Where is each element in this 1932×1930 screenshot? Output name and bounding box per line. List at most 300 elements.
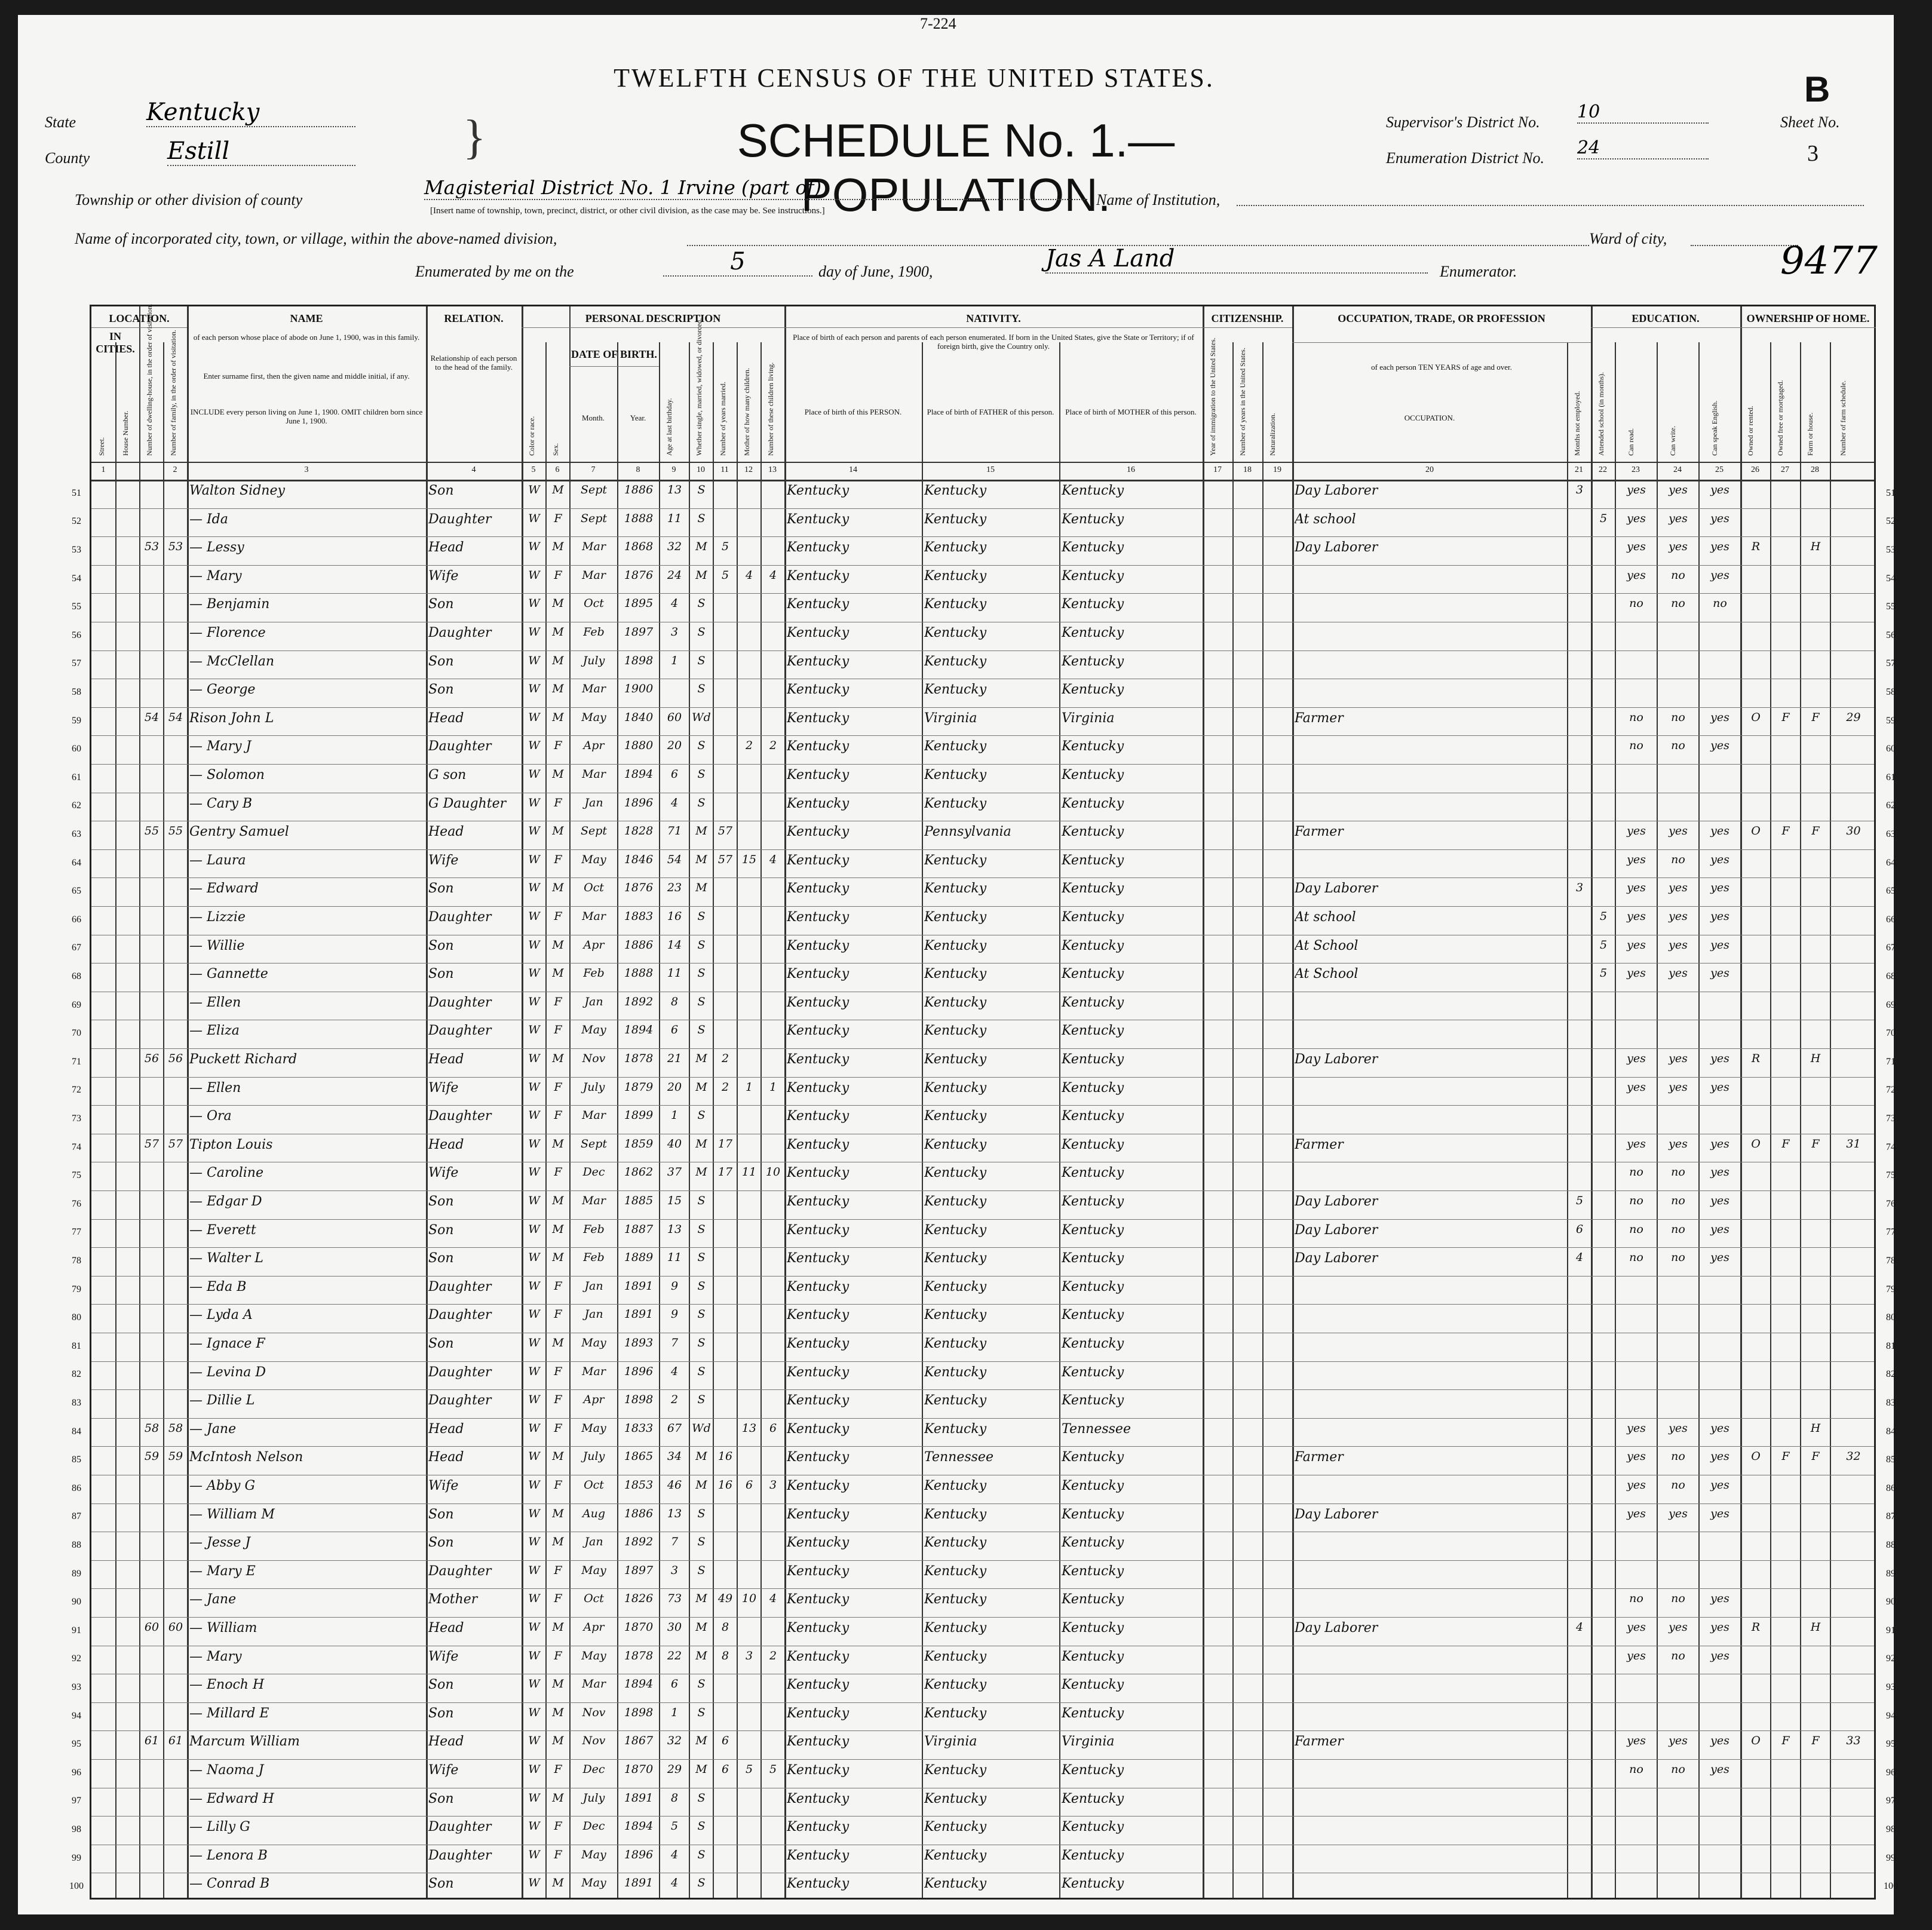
- cell-free: [1772, 1848, 1799, 1872]
- cell-name: Puckett Richard: [189, 1052, 298, 1067]
- column-header-name_desc: of each person whose place of abode on June 1, 1900, was in this family.: [193, 333, 420, 342]
- cell-color: W: [528, 1563, 540, 1577]
- cell-own: [1743, 1194, 1769, 1218]
- cell-free: [1772, 512, 1799, 536]
- cell-school: 5: [1599, 511, 1608, 525]
- cell-year: 1886: [624, 938, 654, 952]
- line-number: 88: [1886, 1540, 1896, 1550]
- cell-free: [1772, 796, 1799, 820]
- cell-month: Oct: [584, 597, 604, 610]
- cell-age: 6: [670, 768, 679, 781]
- cell-pob: Kentucky: [787, 1763, 850, 1778]
- cell-name: — Edward H: [189, 1791, 274, 1806]
- cell-pobf: Kentucky: [924, 739, 987, 754]
- cell-occ: Day Laborer: [1295, 1506, 1378, 1522]
- column-header-nativity_desc: Place of birth of each person and parents of each person enumerated. If born in the United States, give the State or Territory; if of foreign birth, give the Country only.: [793, 333, 1194, 351]
- cell-relation: Head: [428, 710, 464, 726]
- cell-school: [1593, 1052, 1614, 1076]
- cell-read: yes: [1627, 568, 1646, 582]
- column-rule: [1657, 342, 1658, 1898]
- cell-read: [1617, 1109, 1655, 1133]
- cell-write: [1659, 1706, 1697, 1730]
- cell-dwelling: 56: [144, 1052, 160, 1065]
- cell-read: [1617, 682, 1655, 706]
- cell-ym: 2: [721, 1052, 729, 1065]
- cell-color: W: [528, 1165, 540, 1179]
- cell-pob: Kentucky: [787, 1791, 850, 1806]
- cell-read: yes: [1627, 1506, 1646, 1520]
- cell-sched: [1832, 540, 1875, 564]
- cell-dwelling: [142, 1791, 162, 1815]
- line-number: 66: [1886, 914, 1896, 925]
- cell-relation: Son: [428, 1791, 454, 1806]
- cell-family: [165, 1081, 186, 1104]
- cell-name: — William: [189, 1621, 257, 1636]
- township-value: Magisterial District No. 1 Irvine (part of): [424, 176, 1087, 200]
- cell-marital: S: [697, 1535, 706, 1549]
- cell-sex: M: [552, 710, 564, 724]
- cell-farm: [1802, 1848, 1829, 1872]
- group-header-nativity: NATIVITY.: [966, 312, 1021, 324]
- cell-school: [1593, 768, 1614, 791]
- row-rule: [91, 735, 1874, 736]
- cell-occ: Day Laborer: [1295, 1621, 1378, 1636]
- cell-free: F: [1781, 710, 1790, 724]
- cell-own: [1743, 966, 1769, 990]
- cell-pob: Kentucky: [787, 1393, 850, 1409]
- cell-mother: 3: [745, 1649, 753, 1662]
- cell-read: no: [1629, 1763, 1643, 1776]
- cell-living: [763, 796, 783, 820]
- cell-pobm: Kentucky: [1062, 881, 1124, 897]
- cell-sex: M: [552, 682, 564, 696]
- cell-age: 14: [667, 938, 682, 952]
- cell-color: W: [528, 1194, 540, 1207]
- cell-farm: [1802, 625, 1829, 649]
- census-sheet: [18, 15, 1898, 1914]
- cell-month: July: [582, 1791, 605, 1805]
- cell-living: [763, 1137, 783, 1161]
- cell-own: [1743, 1365, 1769, 1389]
- cell-speak: yes: [1710, 1222, 1729, 1236]
- cell-living: 2: [769, 739, 777, 753]
- supervisor-value: 10: [1577, 102, 1709, 124]
- cell-read: [1617, 1848, 1655, 1872]
- cell-name: — Abby G: [189, 1478, 256, 1493]
- line-number: 56: [1886, 630, 1896, 640]
- cell-pobm: Kentucky: [1062, 1506, 1124, 1522]
- cell-ym: 17: [717, 1137, 733, 1150]
- line-number: 73: [1886, 1113, 1896, 1124]
- line-number: 80: [1886, 1312, 1896, 1323]
- line-number: 67: [72, 943, 81, 953]
- cell-speak: [1701, 1279, 1739, 1303]
- cell-color: W: [528, 1592, 540, 1606]
- cell-month: Mar: [582, 910, 606, 923]
- line-number: 69: [72, 999, 81, 1010]
- cell-school: [1593, 881, 1614, 905]
- cell-marital: M: [695, 881, 707, 895]
- cell-family: [165, 1023, 186, 1047]
- cell-speak: yes: [1710, 1137, 1729, 1150]
- cell-living: [763, 625, 783, 649]
- cell-occ: Farmer: [1295, 1137, 1344, 1152]
- cell-family: [165, 1251, 186, 1275]
- cell-school: [1593, 1223, 1614, 1247]
- cell-write: yes: [1669, 1052, 1688, 1065]
- cell-mother: [739, 654, 759, 678]
- cell-pob: Kentucky: [787, 1023, 850, 1039]
- cell-dwelling: [142, 1081, 162, 1104]
- cell-month: Mar: [582, 1194, 606, 1207]
- cell-year: 1859: [624, 1137, 654, 1150]
- row-rule: [91, 1617, 1874, 1618]
- row-rule: [91, 1190, 1874, 1191]
- cell-pobm: Kentucky: [1062, 1763, 1124, 1778]
- cell-pobf: Kentucky: [924, 653, 987, 669]
- cell-month: July: [582, 653, 605, 667]
- line-number: 64: [72, 857, 81, 868]
- cell-living: [763, 1706, 783, 1730]
- cell-family: [165, 768, 186, 791]
- line-number: 72: [72, 1085, 81, 1096]
- cell-marital: S: [697, 1393, 706, 1407]
- cell-ym: 8: [721, 1621, 729, 1634]
- cell-month: Apr: [583, 1621, 605, 1634]
- cell-pobm: Kentucky: [1062, 1677, 1124, 1693]
- cell-mother: [739, 1336, 759, 1360]
- cell-read: [1617, 654, 1655, 678]
- cell-month: May: [581, 1876, 606, 1890]
- cell-sex: F: [554, 1763, 562, 1776]
- line-number: 99: [1886, 1852, 1896, 1863]
- cell-school: [1593, 1763, 1614, 1787]
- cell-sex: M: [552, 1251, 564, 1265]
- cell-read: [1617, 1791, 1655, 1815]
- cell-free: [1772, 1876, 1799, 1900]
- cell-mother: [739, 1279, 759, 1303]
- line-number: 82: [1886, 1369, 1896, 1380]
- cell-speak: yes: [1710, 568, 1729, 582]
- cell-family: 60: [168, 1621, 183, 1634]
- cell-speak: [1701, 1876, 1739, 1900]
- cell-read: [1617, 625, 1655, 649]
- cell-pobf: Kentucky: [924, 1222, 987, 1238]
- cell-dwelling: [142, 966, 162, 990]
- cell-sched: [1832, 1848, 1875, 1872]
- cell-occ: [1295, 1649, 1566, 1673]
- line-number: 95: [72, 1739, 81, 1750]
- cell-mne: 3: [1575, 881, 1584, 895]
- cell-pob: Kentucky: [787, 1421, 850, 1437]
- cell-ym: 17: [717, 1165, 733, 1179]
- cell-relation: Son: [428, 1876, 454, 1892]
- cell-family: [165, 910, 186, 934]
- cell-mne: [1569, 1478, 1590, 1502]
- cell-speak: [1701, 796, 1739, 820]
- cell-pob: Kentucky: [787, 1535, 850, 1551]
- cell-year: 1840: [624, 710, 654, 724]
- cell-pobm: Kentucky: [1062, 796, 1124, 811]
- column-header-years_us: Number of years in the United States.: [1238, 348, 1247, 456]
- line-number: 61: [1886, 772, 1896, 783]
- line-number: 80: [72, 1312, 81, 1323]
- row-rule: [91, 877, 1874, 878]
- cell-age: 73: [667, 1592, 682, 1606]
- column-header-owned_free: Owned free or mortgaged.: [1776, 380, 1784, 456]
- cell-pobm: Kentucky: [1062, 910, 1124, 925]
- cell-school: [1593, 1109, 1614, 1133]
- column-rule: [1567, 342, 1568, 1898]
- cell-living: [763, 1109, 783, 1133]
- cell-sched: 30: [1846, 824, 1861, 838]
- cell-family: [165, 938, 186, 962]
- cell-speak: yes: [1710, 881, 1729, 895]
- cell-mne: [1569, 1450, 1590, 1474]
- cell-ym: [715, 1279, 735, 1303]
- cell-free: F: [1781, 1734, 1790, 1748]
- cell-dwelling: [142, 597, 162, 621]
- cell-family: [165, 1478, 186, 1502]
- cell-sex: M: [552, 1677, 564, 1691]
- cell-occ: [1295, 569, 1566, 593]
- line-number: 87: [72, 1511, 81, 1522]
- cell-sched: [1832, 1393, 1875, 1417]
- cell-ym: [715, 1336, 735, 1360]
- population-table: [69, 303, 1898, 1900]
- cell-pobf: Kentucky: [924, 1137, 987, 1152]
- column-header-year: Year.: [630, 413, 646, 422]
- cell-write: [1659, 1535, 1697, 1559]
- column-rule: [760, 342, 762, 1898]
- schedule-title: SCHEDULE No. 1.—POPULATION.: [737, 114, 1175, 221]
- cell-mother: [739, 1365, 759, 1389]
- cell-name: — Caroline: [189, 1165, 263, 1181]
- cell-school: [1593, 1194, 1614, 1218]
- cell-read: [1617, 1535, 1655, 1559]
- cell-living: [763, 597, 783, 621]
- cell-age: 22: [667, 1649, 682, 1662]
- cell-dwelling: [142, 1308, 162, 1331]
- cell-free: [1772, 995, 1799, 1019]
- cell-sched: [1832, 1649, 1875, 1673]
- cell-living: [763, 1734, 783, 1758]
- cell-sched: [1832, 1478, 1875, 1502]
- line-number: 69: [1886, 999, 1896, 1010]
- cell-age: 4: [670, 796, 679, 809]
- line-number: 91: [72, 1625, 81, 1636]
- cell-own: [1743, 1165, 1769, 1189]
- cell-mne: [1569, 1365, 1590, 1389]
- cell-speak: yes: [1710, 540, 1729, 554]
- cell-year: 1889: [624, 1251, 654, 1265]
- column-header-sex: Sex.: [551, 443, 560, 456]
- cell-color: W: [528, 1677, 540, 1691]
- cell-sched: [1832, 796, 1875, 820]
- cell-month: Nov: [582, 1705, 606, 1719]
- cell-sex: F: [554, 511, 562, 525]
- line-number: 55: [1886, 602, 1896, 612]
- cell-occ: [1295, 1422, 1566, 1446]
- cell-marital: M: [695, 1165, 707, 1179]
- cell-pobm: Kentucky: [1062, 1393, 1124, 1409]
- cell-read: no: [1629, 1165, 1643, 1179]
- cell-pobm: Kentucky: [1062, 1222, 1124, 1238]
- column-number: 14: [849, 465, 857, 474]
- cell-own: [1743, 1564, 1769, 1588]
- cell-year: 1867: [624, 1734, 654, 1748]
- cell-mne: [1569, 1649, 1590, 1673]
- cell-relation: Head: [428, 1421, 464, 1437]
- column-number: 15: [986, 465, 995, 474]
- line-number: 60: [72, 744, 81, 754]
- cell-living: [763, 682, 783, 706]
- cell-color: W: [528, 966, 540, 980]
- cell-occ: [1295, 995, 1566, 1019]
- cell-pobf: Kentucky: [924, 1848, 987, 1863]
- cell-farm: [1802, 910, 1829, 934]
- cell-own: R: [1751, 1052, 1761, 1065]
- cell-ym: [715, 512, 735, 536]
- cell-color: W: [528, 1023, 540, 1037]
- cell-pob: Kentucky: [787, 710, 850, 726]
- cell-pobf: Kentucky: [924, 1279, 987, 1294]
- row-rule: [91, 963, 1874, 964]
- cell-ym: [715, 1194, 735, 1218]
- cell-own: [1743, 1308, 1769, 1331]
- cell-free: [1772, 1763, 1799, 1787]
- column-number: 13: [768, 465, 777, 474]
- cell-relation: Head: [428, 1052, 464, 1067]
- cell-age: 24: [667, 568, 682, 582]
- cell-occ: Day Laborer: [1295, 1251, 1378, 1266]
- cell-school: [1593, 824, 1614, 848]
- cell-farm: [1802, 881, 1829, 905]
- cell-write: yes: [1669, 1421, 1688, 1435]
- cell-own: [1743, 1393, 1769, 1417]
- cell-marital: S: [697, 1279, 706, 1293]
- cell-mother: [739, 1223, 759, 1247]
- cell-dwelling: [142, 768, 162, 791]
- cell-living: [763, 1791, 783, 1815]
- line-number: 90: [1886, 1597, 1896, 1607]
- brace-left: }: [463, 111, 486, 164]
- line-number: 70: [72, 1028, 81, 1039]
- cell-color: W: [528, 824, 540, 838]
- cell-month: Apr: [583, 1393, 605, 1407]
- column-header-farm_schedule: Number of farm schedule.: [1839, 381, 1847, 456]
- cell-living: [763, 1848, 783, 1872]
- cell-name: — Naoma J: [189, 1763, 264, 1778]
- cell-write: [1659, 1365, 1697, 1389]
- cell-dwelling: [142, 1393, 162, 1417]
- cell-own: R: [1751, 1621, 1761, 1634]
- cell-own: [1743, 768, 1769, 791]
- cell-color: W: [528, 1876, 540, 1890]
- cell-mne: [1569, 1791, 1590, 1815]
- cell-age: 21: [667, 1052, 682, 1065]
- cell-school: [1593, 1251, 1614, 1275]
- cell-pob: Kentucky: [787, 1308, 850, 1323]
- cell-farm: [1802, 938, 1829, 962]
- cell-year: 1894: [624, 768, 654, 781]
- cell-read: yes: [1627, 966, 1646, 980]
- cell-living: 2: [769, 1649, 777, 1662]
- cell-dwelling: 54: [144, 710, 160, 724]
- cell-pob: Kentucky: [787, 483, 850, 498]
- column-rule: [784, 306, 786, 1898]
- enumerator-name: Jas A Land: [1045, 245, 1428, 274]
- cell-read: [1617, 1023, 1655, 1047]
- line-number: 58: [1886, 687, 1896, 697]
- cell-marital: S: [697, 682, 706, 696]
- cell-farm: [1802, 1223, 1829, 1247]
- cell-living: [763, 1052, 783, 1076]
- line-number: 84: [72, 1426, 81, 1437]
- cell-speak: yes: [1710, 910, 1729, 923]
- cell-color: W: [528, 1308, 540, 1321]
- cell-color: W: [528, 710, 540, 724]
- cell-farm: [1802, 1507, 1829, 1531]
- cell-dwelling: [142, 938, 162, 962]
- cell-own: [1743, 597, 1769, 621]
- cell-free: F: [1781, 1450, 1790, 1463]
- cell-occ: At School: [1295, 938, 1358, 953]
- cell-speak: yes: [1710, 1052, 1729, 1065]
- cell-speak: yes: [1710, 483, 1729, 496]
- cell-family: [165, 1535, 186, 1559]
- cell-farm: H: [1810, 1052, 1821, 1065]
- line-number: 62: [1886, 800, 1896, 811]
- cell-living: [763, 1876, 783, 1900]
- column-number: 26: [1751, 465, 1759, 474]
- cell-own: [1743, 682, 1769, 706]
- cell-mne: [1569, 625, 1590, 649]
- cell-farm: [1802, 1478, 1829, 1502]
- cell-speak: [1701, 1564, 1739, 1588]
- cell-read: [1617, 1876, 1655, 1900]
- cell-pobf: Kentucky: [924, 1592, 987, 1607]
- state-value: Kentucky: [146, 99, 355, 127]
- cell-sex: F: [554, 1649, 562, 1662]
- cell-color: W: [528, 1734, 540, 1748]
- cell-occ: [1295, 1763, 1566, 1787]
- line-number: 77: [1886, 1227, 1896, 1238]
- cell-pob: Kentucky: [787, 852, 850, 868]
- cell-pobf: Kentucky: [924, 1563, 987, 1579]
- cell-school: [1593, 1279, 1614, 1303]
- cell-mne: [1569, 1308, 1590, 1331]
- column-rule: [737, 342, 738, 1898]
- cell-year: 1878: [624, 1052, 654, 1065]
- cell-mne: [1569, 1706, 1590, 1730]
- cell-occ: At School: [1295, 966, 1358, 982]
- group-header-citizenship: CITIZENSHIP.: [1211, 312, 1284, 324]
- cell-free: [1772, 597, 1799, 621]
- column-number: 19: [1273, 465, 1281, 474]
- cell-relation: Daughter: [428, 1279, 492, 1294]
- cell-sex: F: [554, 1308, 562, 1321]
- column-header-occupation: OCCUPATION.: [1404, 413, 1455, 422]
- cell-age: 71: [667, 824, 682, 838]
- cell-farm: H: [1810, 1421, 1821, 1435]
- cell-read: yes: [1627, 511, 1646, 525]
- cell-marital: S: [697, 653, 706, 667]
- cell-farm: [1802, 1023, 1829, 1047]
- cell-mother: [739, 711, 759, 735]
- cell-sched: [1832, 966, 1875, 990]
- cell-ym: 16: [717, 1450, 733, 1463]
